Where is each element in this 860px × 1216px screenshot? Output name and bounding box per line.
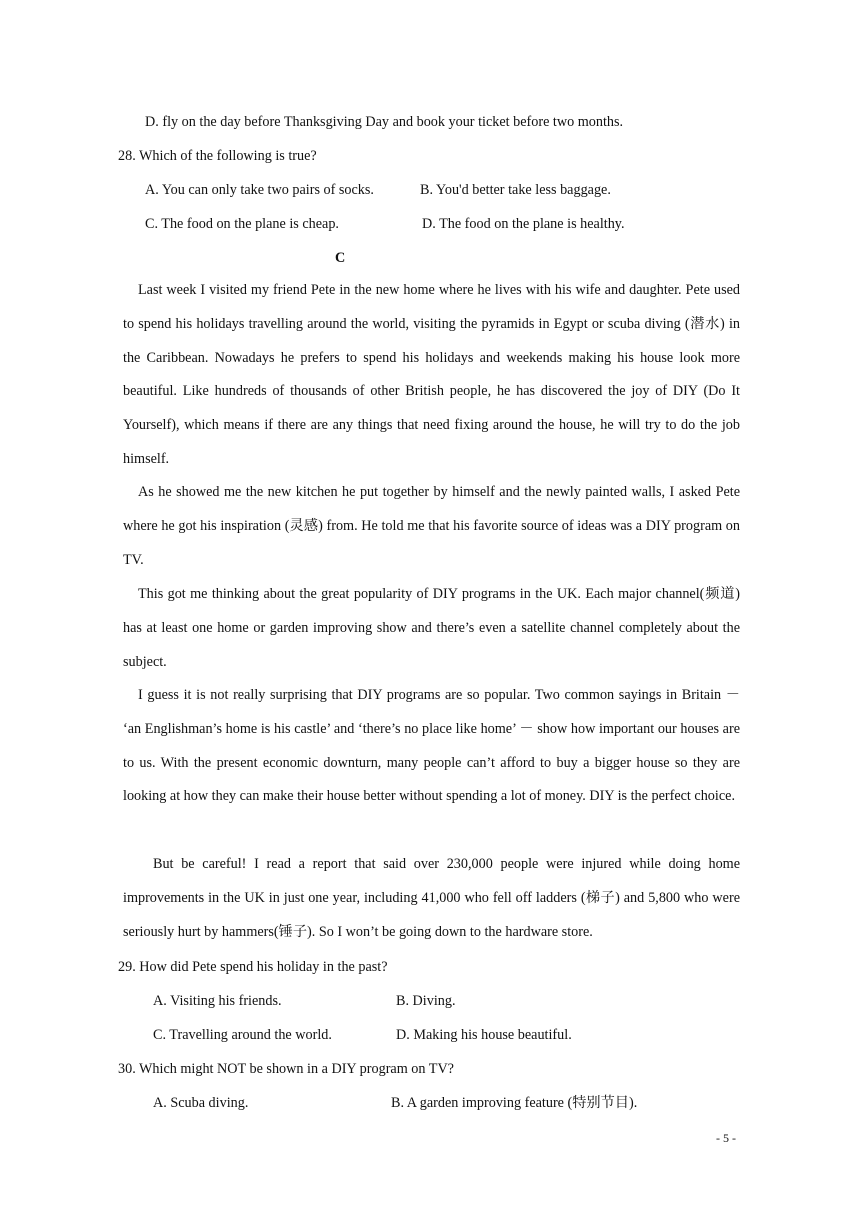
passage-paragraph-3: This got me thinking about the great popularity of DIY programs in the UK. Each major channel(频道) has at least one home or garden improving show and there’s even a satellite channel completely about the subject.: [123, 586, 740, 670]
q30-question: 30. Which might NOT be shown in a DIY program on TV?: [118, 1061, 454, 1077]
q28-option-a: A. You can only take two pairs of socks.: [145, 182, 374, 198]
q29-option-b: B. Diving.: [396, 993, 456, 1009]
q28-option-b: B. You'd better take less baggage.: [420, 182, 611, 198]
passage-paragraph-5: But be careful! I read a report that said over 230,000 people were injured while doing home improvements in the UK in just one year, including 41,000 who fell off ladders (梯子) and 5,800 who were seriously hurt by hammers(锤子). So I won’t be going down to the hardware store.: [123, 856, 740, 940]
q28-question: 28. Which of the following is true?: [118, 148, 317, 164]
q29-option-d: D. Making his house beautiful.: [396, 1027, 572, 1043]
page-number: - 5 -: [716, 1131, 736, 1145]
q30-option-b: B. A garden improving feature (特别节目).: [391, 1095, 638, 1111]
q28-option-d: D. The food on the plane is healthy.: [422, 216, 625, 232]
q27-option-d: D. fly on the day before Thanksgiving Day and book your ticket before two months.: [145, 114, 624, 130]
q29-option-c: C. Travelling around the world.: [153, 1027, 332, 1043]
passage-paragraph-2: As he showed me the new kitchen he put together by himself and the newly painted walls, I asked Pete where he got his inspiration (灵感) from. He told me that his favorite source of ideas was a DIY program on TV.: [123, 484, 740, 568]
q28-option-c: C. The food on the plane is cheap.: [145, 216, 339, 232]
q29-question: 29. How did Pete spend his holiday in the past?: [118, 959, 388, 975]
section-heading: C: [335, 250, 346, 266]
passage-paragraph-1: Last week I visited my friend Pete in the new home where he lives with his wife and daughter. Pete used to spend his holidays travelling around the world, visiting the pyramids in Egypt or scuba diving (潜水) in the Caribbean. Nowadays he prefers to spend his holidays and weekends making his house look more beautiful. Like hundreds of thousands of other British people, he has discovered the joy of DIY (Do It Yourself), which means if there are any things that need fixing around the house, he will try to do the job himself.: [123, 282, 740, 467]
passage-paragraph-4: I guess it is not really surprising that DIY programs are so popular. Two common sayings in Britain － ‘an Englishman’s home is his castle’ and ‘there’s no place like home’ － show how important our houses are to us. With the present economic downturn, many people can’t afford to buy a bigger house so they are looking at how they can make their house better without spending a lot of money. DIY is the perfect choice.: [123, 687, 740, 805]
q29-option-a: A. Visiting his friends.: [153, 993, 282, 1009]
q30-option-a: A. Scuba diving.: [153, 1095, 249, 1111]
